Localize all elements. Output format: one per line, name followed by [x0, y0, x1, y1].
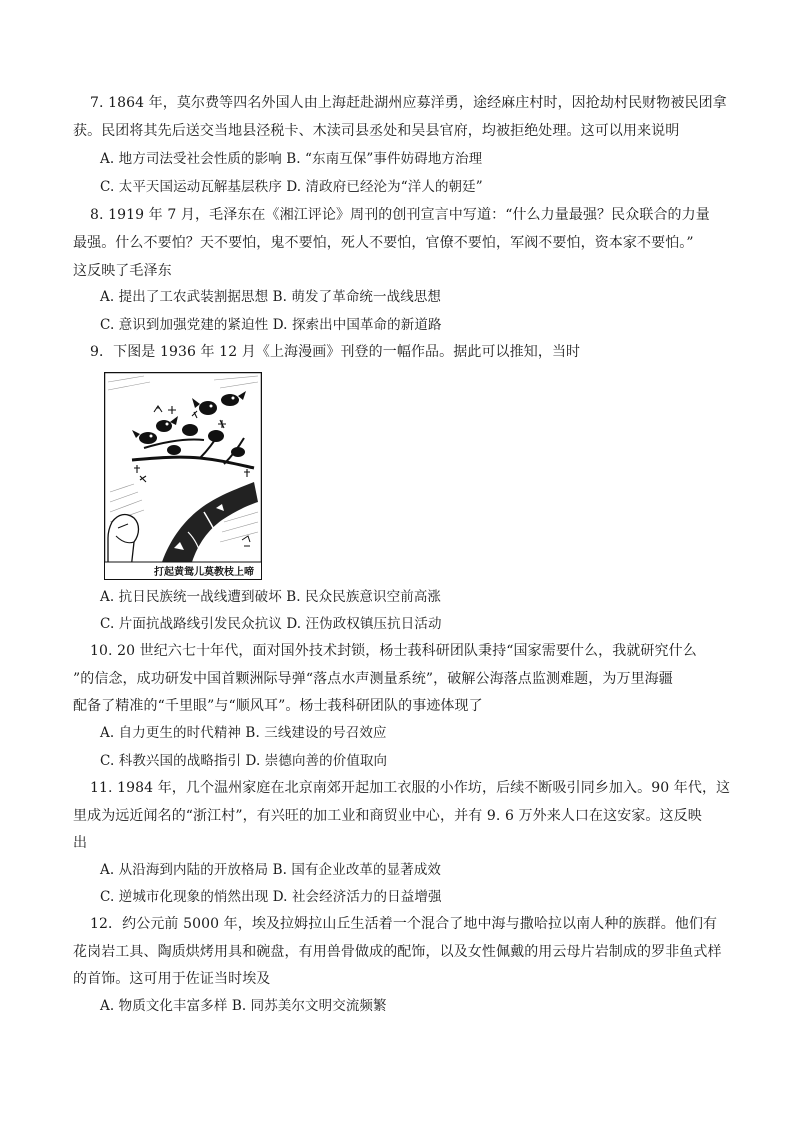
q8-stem-line-2: 最强。什么不要怕？天不要怕，鬼不要怕，死人不要怕，官僚不要怕，军阀不要怕，资本家不要怕。” — [73, 235, 694, 251]
cartoon-caption: 打起黄鸳儿莫教枝上啼 — [154, 567, 254, 578]
q12-options-ab: A. 物质文化丰富多样 B. 同苏美尔文明交流频繁 — [100, 998, 387, 1014]
q11-stem-line-1: 11. 1984 年，几个温州家庭在北京南郊开起加工衣服的小作坊，后续不断吸引同乡加入。90 年代，这 — [90, 780, 731, 796]
q10-options-cd: C. 科教兴国的战略指引 D. 崇德向善的价值取向 — [100, 753, 388, 769]
q7-options-ab: A. 地方司法受社会性质的影响 B. “东南互保”事件妨碍地方治理 — [100, 151, 483, 167]
q10-options-ab: A. 自力更生的时代精神 B. 三线建设的号召效应 — [100, 725, 387, 741]
q12-stem-line-3: 的首饰。这可用于佐证当时埃及 — [73, 971, 271, 987]
q9-cartoon-image — [104, 372, 262, 580]
q8-options-ab: A. 提出了工农武装割据思想 B. 萌发了革命统一战线思想 — [100, 289, 442, 305]
q12-stem-line-1: 12．约公元前 5000 年，埃及拉姆拉山丘生活着一个混合了地中海与撒哈拉以南人种的族群。他们有 — [90, 916, 718, 932]
q9-stem-line-1: 9．下图是 1936 年 12 月《上海漫画》刊登的一幅作品。据此可以推知，当时 — [90, 344, 581, 360]
q11-options-ab: A. 从沿海到内陆的开放格局 B. 国有企业改革的显著成效 — [100, 862, 442, 878]
q10-stem-line-1: 10. 20 世纪六七十年代，面对国外技术封锁，杨士莪科研团队秉持“国家需要什么，我就研究什么 — [90, 643, 697, 659]
q8-stem-line-1: 8. 1919 年 7 月，毛泽东在《湘江评论》周刊的创刊宣言中写道：“什么力量最强？民众联合的力量 — [90, 207, 710, 223]
q10-stem-line-3: 配备了精准的“千里眼”与“顺风耳”。杨士莪科研团队的事迹体现了 — [73, 698, 483, 714]
q10-stem-line-2: ”的信念，成功研发中国首颗洲际导弹“落点水声测量系统”，破解公海落点监测难题，为万里海疆 — [73, 671, 673, 687]
q11-stem-line-3: 出 — [73, 835, 88, 851]
q8-stem-line-3: 这反映了毛泽东 — [73, 263, 172, 279]
q11-stem-line-2: 里成为远近闻名的“浙江村”，有兴旺的加工业和商贸业中心，并有 9. 6 万外来人口在这安家。这反映 — [73, 808, 702, 824]
q12-stem-line-2: 花岗岩工具、陶质烘烤用具和碗盘，有用兽骨做成的配饰，以及女性佩戴的用云母片岩制成的罗非鱼式样 — [73, 944, 722, 960]
q9-options-ab: A. 抗日民族统一战线遭到破坏 B. 民众民族意识空前高涨 — [100, 589, 442, 605]
q7-stem-line-2: 获。民团将其先后送交当地县泾税卡、木渎司县丞处和吴县官府，均被拒绝处理。这可以用来说明 — [73, 123, 680, 139]
q9-options-cd: C. 片面抗战路线引发民众抗议 D. 汪伪政权镇压抗日活动 — [100, 616, 442, 632]
q7-stem-line-1: 7. 1864 年，莫尔费等四名外国人由上海赶赴湖州应募洋勇，途经麻庄村时，因抢劫村民财物被民团拿 — [90, 95, 727, 111]
q8-options-cd: C. 意识到加强党建的紧迫性 D. 探索出中国革命的新道路 — [100, 317, 442, 333]
q11-options-cd: C. 逆城市化现象的悄然出现 D. 社会经济活力的日益增强 — [100, 889, 442, 905]
q7-options-cd: C. 太平天国运动瓦解基层秩序 D. 清政府已经沦为“洋人的朝廷” — [100, 179, 483, 195]
